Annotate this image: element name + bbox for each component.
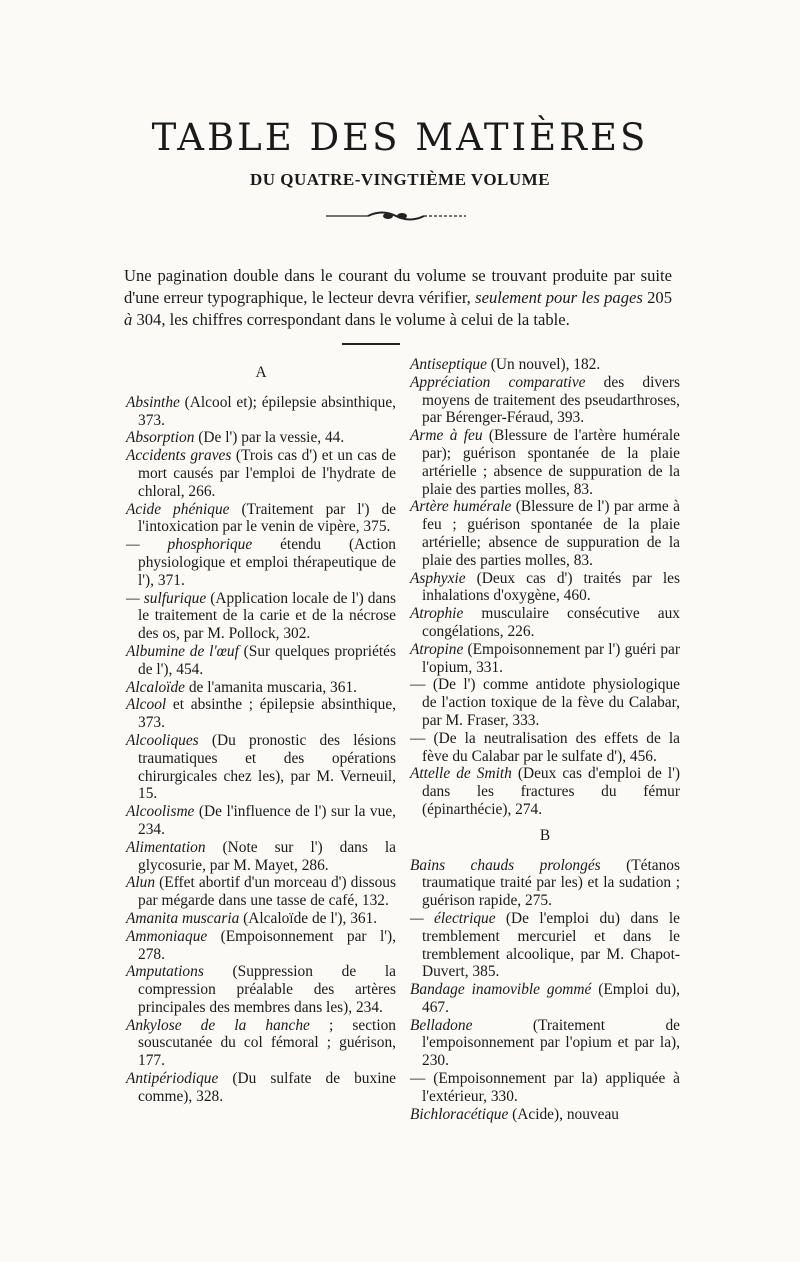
entry-text: (Empoisonnement par l') guéri par l'opium, 331. (422, 640, 680, 676)
entry-headword: Alimentation (126, 838, 206, 856)
index-entry (126, 803, 396, 839)
index-entry (126, 429, 396, 447)
entry-headword: Artère humérale (410, 498, 512, 516)
entry-headword: Ammoniaque (126, 927, 208, 945)
entry-text: (Blessure de l'artère humérale par); guérison spontanée de la plaie artérielle ; absence de suppuration de la plaie des parties molles, 83. (422, 427, 680, 498)
entry-text: (Deux cas d'emploi de l') dans les fractures du fémur (épinarthécie), 274. (422, 765, 681, 818)
entries-b (410, 857, 680, 1124)
entry-text: (Acide), nouveau (508, 1105, 619, 1123)
entry-headword: Amputations (126, 963, 204, 981)
index-entry (410, 857, 680, 910)
index-entry (410, 981, 680, 1017)
index-entry (126, 536, 396, 589)
index-entry (410, 1017, 680, 1070)
right-column (410, 356, 680, 1123)
page-subtitle: DU QUATRE-VINGTIÈME VOLUME (249, 170, 551, 189)
intro-part1: Une pagination double dans le courant du volume se trouvant produite par suite d'une erreur typographique, le lecteur devra vérifier, (124, 265, 672, 307)
index-entry (126, 643, 396, 679)
entries-a-left (126, 394, 396, 1106)
entry-headword: Absinthe (126, 393, 180, 411)
intro-emphasis-2: à (124, 309, 133, 329)
entry-text: (De l'emploi du) dans le tremblement mercuriel et dans le tremblement alcoolique, par M. Chapot-Duvert, 385. (422, 909, 680, 981)
intro-part2: 205 (647, 287, 673, 307)
index-entry (410, 676, 680, 729)
left-column (126, 356, 396, 1106)
entry-headword: Atrophie (410, 605, 464, 623)
entry-text: (Trois cas d') et un cas de mort causés par l'emploi de l'hydrate de chloral, 266. (138, 447, 396, 500)
index-entry (126, 1070, 396, 1106)
entry-text: (Tétanos traumatique traité par les) et la sudation ; guérison rapide, 275. (422, 856, 680, 910)
entry-headword: Antipériodique (126, 1070, 219, 1088)
entry-headword: Belladone (410, 1016, 473, 1034)
entry-text: (Suppression de la compression préalable des artères principales des membres dans les), 234. (138, 963, 396, 1016)
entry-text: étendu (Action physiologique et emploi thérapeutique de l'), 371. (138, 536, 397, 589)
entry-headword: Albumine de l'œuf (126, 642, 239, 660)
entry-text: musculaire consécutive aux congélations, 226. (422, 605, 680, 640)
ornament-divider-icon (326, 208, 466, 224)
entry-text: (Sur quelques propriétés de l'), 454. (138, 642, 396, 678)
entry-text: (De l') par la vessie, 44. (194, 429, 345, 447)
entry-text: (Emploi du), 467. (422, 981, 680, 1016)
index-entry (126, 874, 396, 910)
index-entry (410, 605, 680, 641)
entry-text: — (De l') comme antidote physiologique de l'action toxique de la fève du Calabar, par M. Fraser, 333. (410, 676, 680, 729)
entry-headword: — sulfurique (126, 589, 207, 607)
entry-headword: Alcooliques (126, 731, 199, 749)
entry-text: et absinthe ; épilepsie absinthique, 373. (138, 696, 396, 732)
entry-text: — (Empoisonnement par la) appliquée à l'extérieur, 330. (410, 1070, 680, 1105)
entry-headword: Appréciation comparative (410, 373, 586, 391)
index-entry (126, 963, 396, 1016)
index-entry (410, 1106, 680, 1124)
entry-headword: Attelle de Smith (410, 765, 512, 783)
entry-headword: Asphyxie (410, 569, 466, 587)
index-entry (126, 910, 396, 928)
entry-text: ; section souscutanée du col fémoral ; guérison, 177. (138, 1016, 396, 1070)
entry-headword: — électrique (410, 909, 496, 927)
entry-headword: Absorption (126, 429, 195, 447)
index-entry (410, 1070, 680, 1106)
entry-headword: Alcoolisme (126, 803, 195, 821)
index-entry (126, 928, 396, 964)
index-entry (126, 394, 396, 430)
index-entry (126, 447, 396, 500)
index-entry (126, 1017, 396, 1070)
entry-headword: Ankylose de la hanche (126, 1016, 310, 1034)
entry-text: (Traitement par l') de l'intoxication par le venin de vipère, 375. (138, 500, 396, 536)
entry-text: (Alcool et); épilepsie absinthique, 373. (138, 393, 396, 429)
page-title: TABLE DES MATIÈRES (151, 116, 649, 159)
index-entry (410, 427, 680, 498)
entry-text: — (De la neutralisation des effets de la fève du Calabar par le sulfate d'), 456. (410, 729, 680, 765)
entry-text: des divers moyens de traitement des pseudarthroses, par Bérenger-Féraud, 393. (422, 373, 680, 427)
entry-headword: Acide phénique (126, 500, 230, 518)
index-entry (410, 641, 680, 677)
entry-text: (Empoisonnement par l'), 278. (138, 927, 396, 963)
entry-headword: Amanita muscaria (126, 909, 240, 927)
entry-text: (Deux cas d') traités par les inhalations d'oxygène, 460. (422, 569, 680, 605)
entry-headword: — phosphorique (126, 536, 253, 554)
entry-headword: Accidents graves (126, 447, 232, 465)
entry-text: (Un nouvel), 182. (486, 356, 601, 373)
entry-headword: Alun (126, 874, 156, 892)
index-entry (410, 356, 680, 374)
entries-a-right (410, 356, 680, 819)
index-entry (410, 910, 680, 981)
entry-text: (Effet abortif d'un morceau d') dissous par mégarde dans une tasse de café, 132. (138, 874, 396, 910)
entry-text: (Du sulfate de buxine comme), 328. (138, 1070, 396, 1105)
entry-headword: Atropine (410, 640, 464, 658)
entry-text: (De l'influence de l') sur la vue, 234. (138, 803, 396, 838)
entry-headword: Bains chauds prolongés (410, 856, 601, 874)
intro-emphasis: seulement pour les pages (475, 287, 643, 307)
index-entry (410, 570, 680, 606)
entry-headword: Alcaloïde (126, 678, 185, 696)
index-entry (126, 679, 396, 697)
entry-text: (Blessure de l') par arme à feu ; guérison spontanée de la plaie artérielle; absence de suppuration de la plaie des parties molles, 83. (422, 498, 680, 569)
entry-text: de l'amanita muscaria, 361. (184, 678, 357, 696)
entry-text: (Du pronostic des lésions traumatiques et des opérations chirurgicales chez les), par M. Verneuil, 15. (138, 731, 396, 803)
entry-headword: Arme à feu (410, 427, 483, 445)
index-entry (126, 839, 396, 875)
section-rule (342, 343, 400, 345)
index-entry (410, 374, 680, 427)
index-entry (126, 696, 396, 732)
intro-note (124, 265, 672, 331)
entry-headword: Antiseptique (410, 356, 487, 373)
index-entry (410, 498, 680, 569)
entry-headword: Bichloracétique (410, 1105, 509, 1123)
entry-headword: Alcool (126, 696, 167, 714)
entry-headword: Bandage inamovible gommé (410, 981, 592, 999)
section-letter-a: A (255, 364, 267, 381)
entry-text: (Alcaloïde de l'), 361. (239, 909, 378, 927)
index-entry (126, 501, 396, 537)
intro-part3: 304, les chiffres correspondant dans le volume à celui de la table. (136, 309, 570, 329)
index-entry (410, 765, 680, 818)
index-entry (126, 732, 396, 803)
entry-text: (Application locale de l') dans le traitement de la carie et de la nécrose des os, par M. Pollock, 302. (138, 589, 396, 643)
section-letter-b: B (539, 826, 551, 844)
index-entry (410, 730, 680, 766)
index-entry (126, 590, 396, 643)
entry-text: (Note sur l') dans la glycosurie, par M. Mayet, 286. (138, 838, 396, 874)
entry-text: (Traitement de l'empoisonnement par l'opium et par la), 230. (422, 1016, 680, 1070)
